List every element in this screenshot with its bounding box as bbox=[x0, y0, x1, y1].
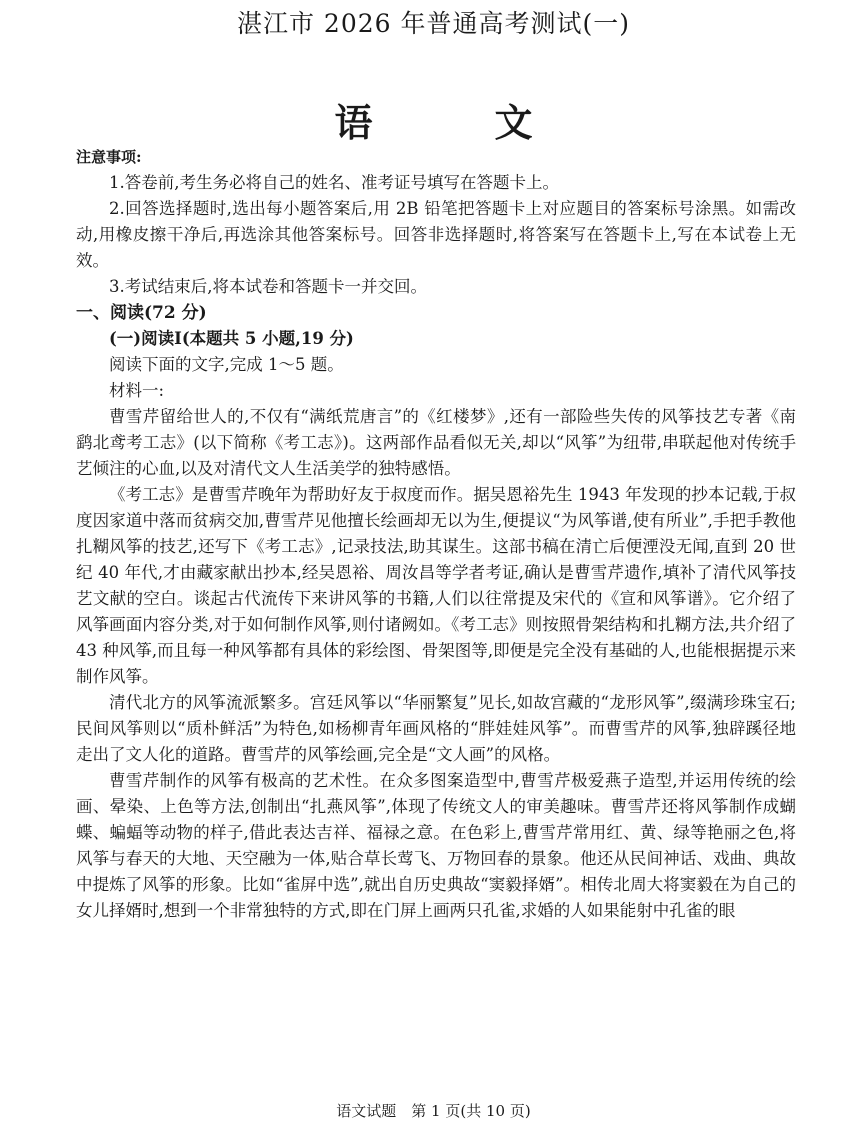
reading-instruction: 阅读下面的文字,完成 1～5 题。 bbox=[109, 355, 344, 374]
exam-title: 湛江市 2026 年普通高考测试(一) bbox=[236, 9, 631, 38]
material-label: 材料一: bbox=[109, 381, 165, 400]
passage-paragraph-3: 清代北方的风筝流派繁多。宫廷风筝以“华丽繁复”见长,如故宫藏的“龙形风筝”,缀满珍珠宝石;民间风筝则以“质朴鲜活”为特色,如杨柳青年画风格的“胖娃娃风筝”。而曹雪芹的风筝,独辟蹊径地走出了文人化的道路。曹雪芹的风筝绘画,完全是“文人画”的风格。 bbox=[76, 693, 796, 764]
notice-item-1: 1.答卷前,考生务必将自己的姓名、准考证号填写在答题卡上。 bbox=[109, 173, 559, 192]
passage-paragraph-2: 《考工志》是曹雪芹晚年为帮助好友于叔度而作。据吴恩裕先生 1943 年发现的抄本记载,于叔度因家道中落而贫病交加,曹雪芹见他擅长绘画却无以为生,便提议“为风筝谱,使有所业”,手把手教他扎糊风筝的技艺,还写下《考工志》,记录技法,助其谋生。这部书稿在清亡后便湮没无闻,直到 20 世纪 40 年代,才由藏家献出抄本,经吴恩裕、周汝昌等学者考证,确认是曹雪芹遗作,填补了清代风筝技艺文献的空白。谈起古代流传下来讲风筝的书籍,人们以往常提及宋代的《宣和风筝谱》。它介绍了风筝画面内容分类,对于如何制作风筝,则付诸阙如。《考工志》则按照骨架结构和扎糊方法,共介绍了 43 种风筝,而且每一种风筝都有具体的彩绘图、骨架图等,即便是完全没有基础的人,也能根据提示来制作风筝。 bbox=[76, 485, 796, 686]
notice-item-2: 2.回答选择题时,选出每小题答案后,用 2B 铅笔把答题卡上对应题目的答案标号涂黑。如需改动,用橡皮擦干净后,再选涂其他答案标号。回答非选择题时,将答案写在答题卡上,写在本试卷上无效。 bbox=[76, 199, 796, 270]
passage-paragraph-4: 曹雪芹制作的风筝有极高的艺术性。在众多图案造型中,曹雪芹极爱燕子造型,并运用传统的绘画、晕染、上色等方法,创制出“扎燕风筝”,体现了传统文人的审美趣味。曹雪芹还将风筝制作成蝴蝶、蝙蝠等动物的样子,借此表达吉祥、福禄之意。在色彩上,曹雪芹常用红、黄、绿等艳丽之色,将风筝与春天的大地、天空融为一体,贴合草长莺飞、万物回春的景象。他还从民间神话、戏曲、典故中提炼了风筝的形象。比如“雀屏中选”,就出自历史典故“窦毅择婿”。相传北周大将窦毅在为自己的女儿择婿时,想到一个非常独特的方式,即在门屏上画两只孔雀,求婚的人如果能射中孔雀的眼 bbox=[76, 771, 796, 920]
notice-item-3: 3.考试结束后,将本试卷和答题卡一并交回。 bbox=[109, 277, 427, 296]
subject-title: 语 文 bbox=[334, 100, 575, 145]
notice-heading: 注意事项: bbox=[76, 148, 142, 166]
section-heading: 一、阅读(72 分) bbox=[76, 303, 207, 323]
page-body bbox=[76, 144, 796, 924]
sub-section-heading: (一)阅读Ⅰ(本题共 5 小题,19 分) bbox=[109, 329, 354, 348]
page-footer: 语文试题 第 1 页(共 10 页) bbox=[336, 1102, 531, 1120]
passage-paragraph-1: 曹雪芹留给世人的,不仅有“满纸荒唐言”的《红楼梦》,还有一部险些失传的风筝技艺专著《南鹞北鸢考工志》(以下简称《考工志》)。这两部作品看似无关,却以“风筝”为纽带,串联起他对传统手艺倾注的心血,以及对清代文人生活美学的独特感悟。 bbox=[76, 407, 796, 478]
